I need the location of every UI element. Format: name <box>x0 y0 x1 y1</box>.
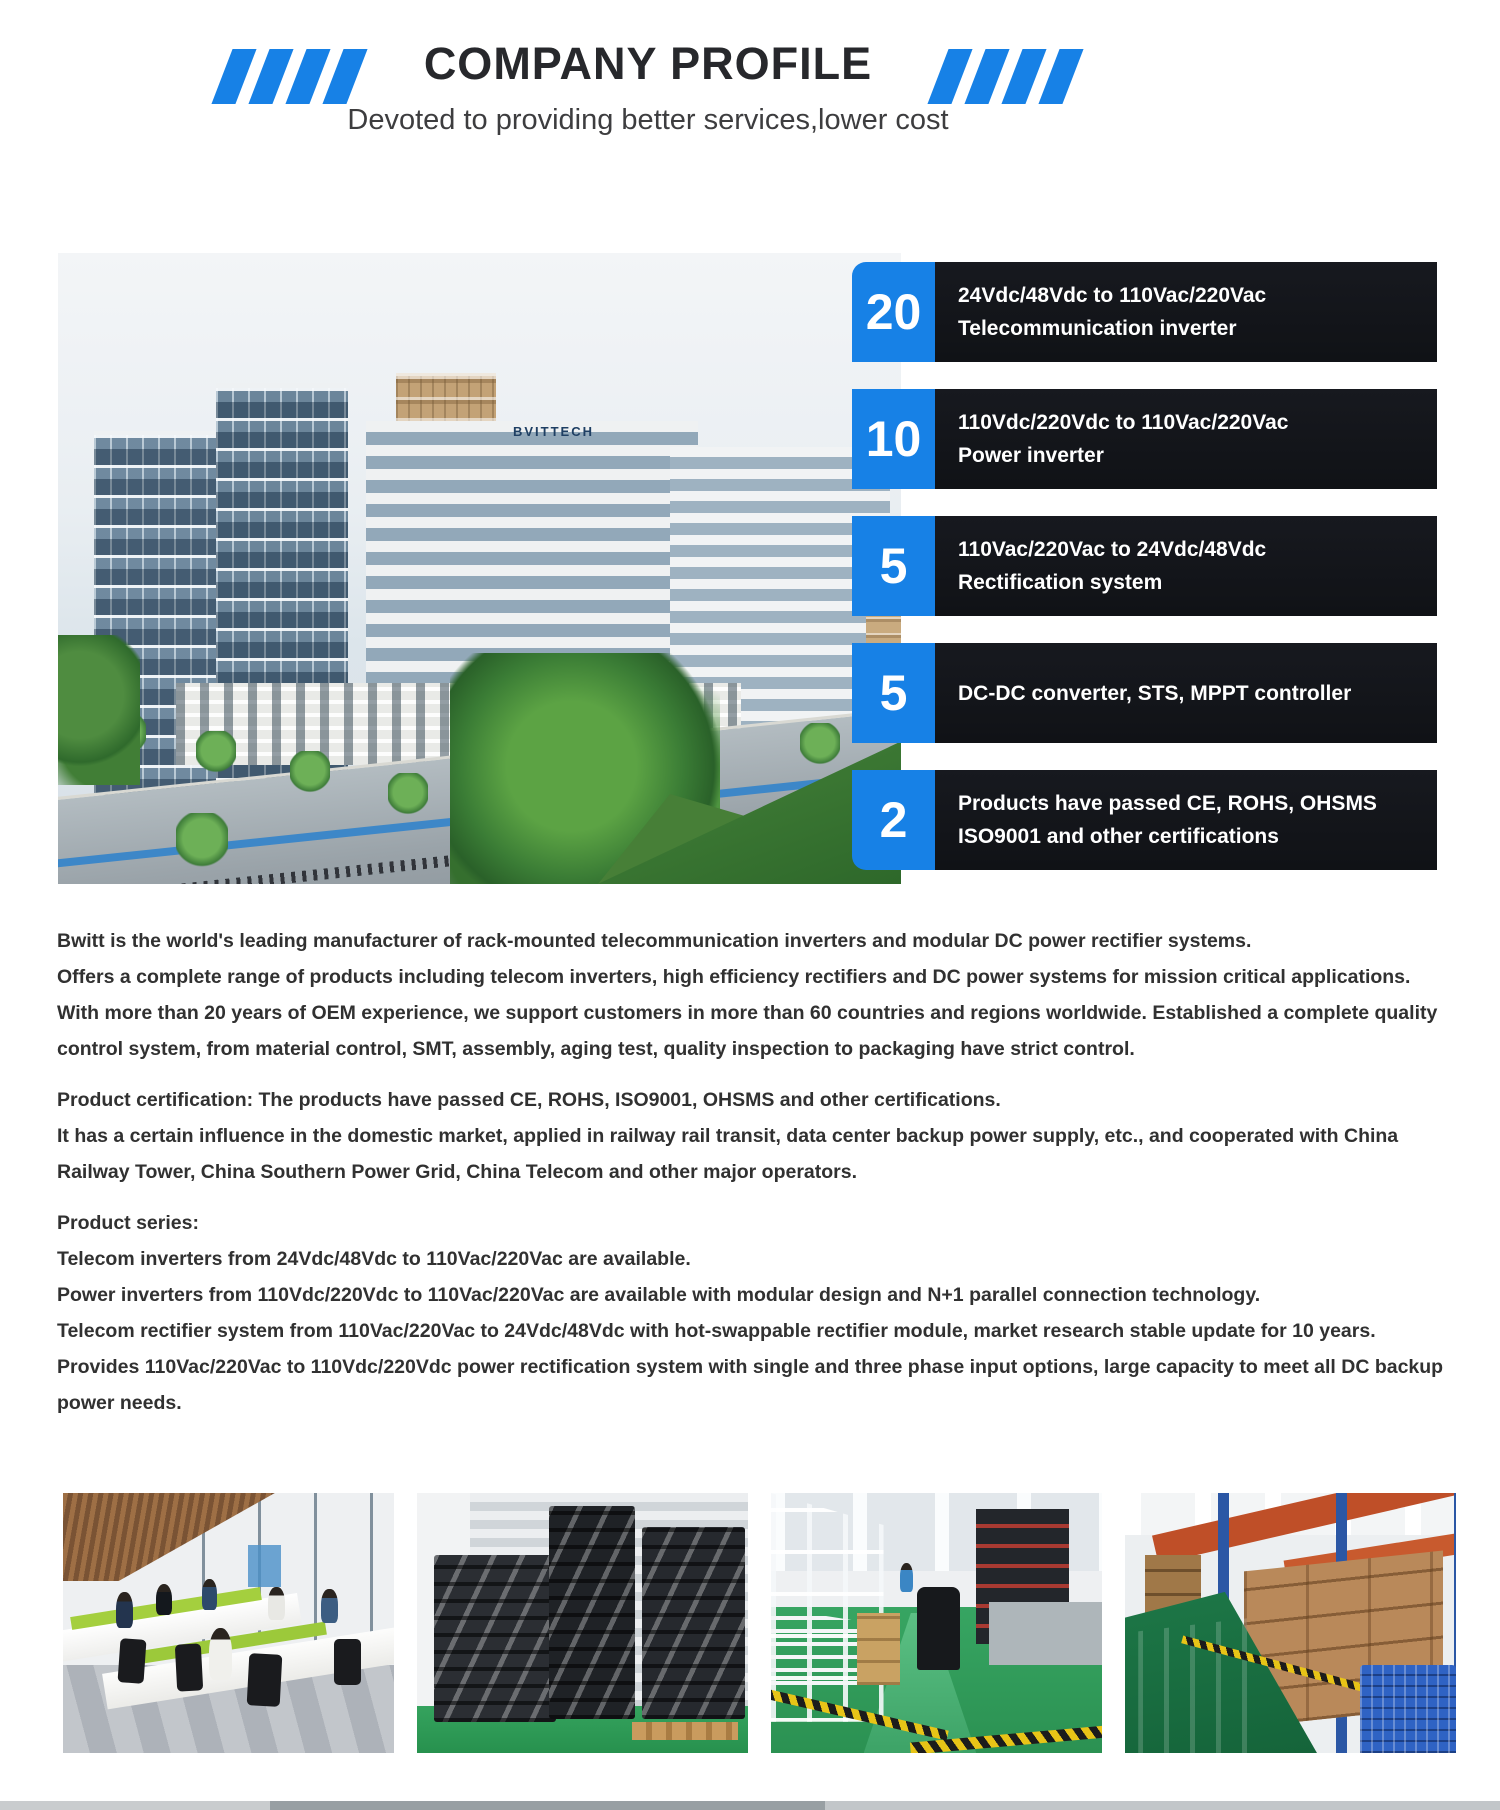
workshop-window-wall <box>771 1493 884 1722</box>
stat-label-line: DC-DC converter, STS, MPPT controller <box>958 681 1352 705</box>
office-worker <box>156 1584 173 1615</box>
stat-number: 2 <box>852 770 935 870</box>
stat-row <box>852 389 1437 489</box>
work-chair <box>917 1587 960 1670</box>
stat-number: 20 <box>852 262 935 362</box>
blue-plastic-crate <box>1360 1665 1456 1753</box>
stat-label <box>935 389 1437 489</box>
office-chair <box>118 1638 147 1684</box>
street-tree <box>800 723 840 769</box>
product-series-paragraph <box>57 1205 1447 1421</box>
office-worker <box>116 1592 133 1628</box>
street-tree <box>176 813 228 873</box>
stat-label-line: 110Vdc/220Vdc to 110Vac/220Vac <box>958 411 1289 434</box>
warehouse-photo <box>1125 1493 1456 1753</box>
stat-number: 5 <box>852 516 935 616</box>
stat-label <box>935 262 1437 362</box>
stat-row <box>852 643 1437 743</box>
tree-cluster-left <box>58 635 140 785</box>
stat-label-line: ISO9001 and other certifications <box>958 825 1279 848</box>
text-line: Offers a complete range of products including telecom inverters, high efficiency rectifiers and DC power systems for mission critical applications. <box>57 966 1411 988</box>
building-sign-text: BVITTECH <box>513 424 594 439</box>
street-tree <box>290 751 330 797</box>
office-chair <box>334 1639 360 1686</box>
text-line: Telecom inverters from 24Vdc/48Vdc to 110Vac/220Vac are available. <box>57 1248 691 1270</box>
workshop-photo <box>771 1493 1102 1753</box>
office-worker <box>321 1589 338 1623</box>
intro-paragraph <box>57 923 1447 1067</box>
stat-label-line: 110Vac/220Vac to 24Vdc/48Vdc <box>958 538 1267 561</box>
packaging-photo <box>417 1493 748 1753</box>
text-line: Provides 110Vac/220Vac to 110Vdc/220Vdc power rectification system with single and three phase input options, large capacity to meet all DC backup power needs. <box>57 1356 1444 1414</box>
slash-decoration-icon <box>938 49 1073 104</box>
text-line: Bwitt is the world's leading manufacturer of rack-mounted telecommunication inverters and modular DC power rectifier systems. <box>57 930 1252 952</box>
stat-label-line: Power inverter <box>958 444 1104 467</box>
office-chair <box>247 1653 283 1707</box>
stat-number: 5 <box>852 643 935 743</box>
wrapped-chassis-stack <box>434 1555 556 1721</box>
text-line: Product series: <box>57 1212 199 1234</box>
page-title: COMPANY PROFILE <box>423 38 873 89</box>
office-photo <box>63 1493 394 1753</box>
stat-label <box>935 643 1437 743</box>
stat-label <box>935 516 1437 616</box>
office-worker <box>202 1579 217 1610</box>
stat-label-line: Rectification system <box>958 571 1163 594</box>
wooden-pallet <box>632 1722 738 1740</box>
office-worker <box>209 1628 232 1680</box>
stat-label <box>935 770 1437 870</box>
stat-label-line: 24Vdc/48Vdc to 110Vac/220Vac <box>958 284 1267 307</box>
wrapped-chassis-stack <box>642 1527 745 1719</box>
text-line: With more than 20 years of OEM experience, we support customers in more than 60 countries and regions worldwide. Established a complete quality control system, from material control, SMT, assembly, aging test, quality inspection to packaging have strict control. <box>57 1002 1438 1060</box>
workbench <box>989 1602 1102 1664</box>
slash-bar <box>964 49 1009 104</box>
street-tree <box>388 773 428 819</box>
text-line: Telecom rectifier system from 110Vac/220Vac to 24Vdc/48Vdc with hot-swappable rectifier module, market research stable update for 10 years. <box>57 1320 1376 1342</box>
certification-paragraph <box>57 1082 1447 1190</box>
company-description <box>57 923 1447 1436</box>
street-tree <box>196 731 236 777</box>
office-chair <box>174 1643 203 1691</box>
slash-bar <box>1001 49 1046 104</box>
stat-row <box>852 516 1437 616</box>
page-subtitle: Devoted to providing better services,lower cost <box>347 104 949 136</box>
office-blue-board <box>248 1545 281 1587</box>
text-line: It has a certain influence in the domestic market, applied in railway rail transit, data center backup power supply, etc., and cooperated with China Railway Tower, China Southern Power Grid, China Telecom and other major operators. <box>57 1125 1399 1183</box>
factory-worker <box>900 1563 913 1592</box>
bottom-divider <box>0 1801 1500 1810</box>
text-line: Power inverters from 110Vdc/220Vdc to 110Vac/220Vac are available with modular design and N+1 parallel connection technology. <box>57 1284 1261 1306</box>
stat-row <box>852 262 1437 362</box>
stat-row <box>852 770 1437 870</box>
office-worker <box>268 1587 285 1621</box>
wrapped-chassis-stack <box>549 1506 635 1719</box>
stats-list <box>852 262 1437 870</box>
text-line: Product certification: The products have passed CE, ROHS, ISO9001, OHSMS and other certifications. <box>57 1089 1001 1111</box>
stat-number: 10 <box>852 389 935 489</box>
headquarters-photo <box>58 253 901 884</box>
stat-label-line: Telecommunication inverter <box>958 317 1237 340</box>
stat-label-line: Products have passed CE, ROHS, OHSMS <box>958 792 1377 815</box>
cardboard-boxes <box>857 1613 900 1686</box>
